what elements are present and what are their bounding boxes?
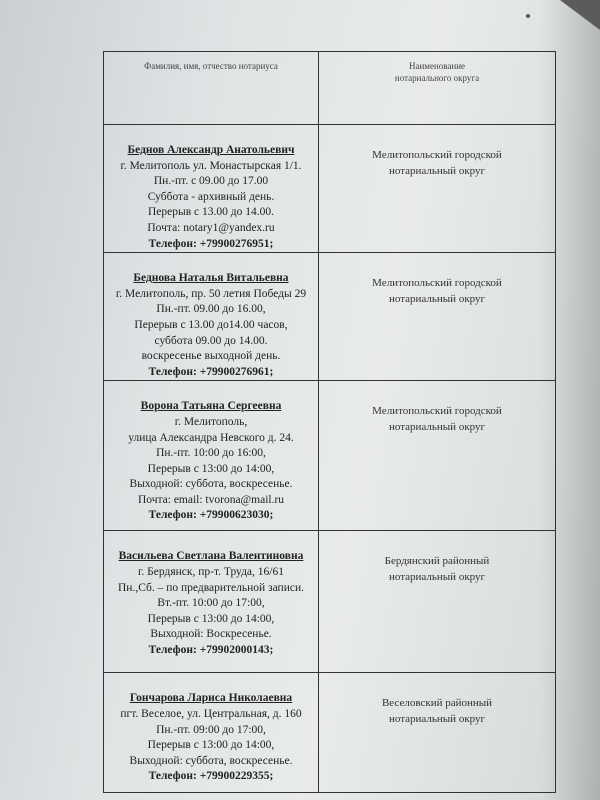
header-name-column: Фамилия, имя, отчество нотариуса xyxy=(104,52,319,125)
notary-info-cell: Гончарова Лариса Николаевна пгт. Веселое, ул. Центральная, д. 160 Пн.-пт. 09:00 до 17:00, Перерыв с 13:00 до 14:00, Выходной: суббота, воскресенье. Телефон: +79900229355; xyxy=(104,673,319,793)
background-corner xyxy=(560,0,600,30)
notary-name: Васильева Светлана Валентиновна xyxy=(118,550,304,563)
table-row xyxy=(104,531,556,673)
district-cell: Веселовский районный нотариальный округ xyxy=(319,673,556,793)
table-row xyxy=(104,673,556,793)
table-header-row xyxy=(104,52,556,125)
notary-phone: Телефон: +79900276951; xyxy=(148,237,274,250)
notary-info-cell: Беднов Александр Анатольевич г. Мелитополь ул. Монастырская 1/1. Пн.-пт. с 09.00 до 17.00 Суббота - архивный день. Перерыв с 13.00 до 14.00. Почта: notary1@yandex.ru Телефон: +79900276951; xyxy=(104,125,319,253)
notary-table xyxy=(103,51,556,793)
punch-mark xyxy=(526,14,530,18)
district-cell: Бердянский районный нотариальный округ xyxy=(319,531,556,673)
notary-phone: Телефон: +79900229355; xyxy=(148,770,274,783)
notary-info-cell: Ворона Татьяна Сергеевна г. Мелитополь, улица Александра Невского д. 24. Пн.-пт. 10:00 до 16:00, Перерыв с 13:00 до 14:00, Выходной: суббота, воскресенье. Почта: email: tvorona@mail.ru Телефон: +79900623030; xyxy=(104,381,319,531)
notary-name: Беднов Александр Анатольевич xyxy=(127,144,295,156)
district-cell: Мелитопольский городской нотариальный округ xyxy=(319,125,556,253)
notary-name: Ворона Татьяна Сергеевна xyxy=(140,400,282,413)
table-row xyxy=(104,125,556,253)
notary-phone: Телефон: +79900276961; xyxy=(148,365,274,378)
table-row xyxy=(104,253,556,381)
notary-phone: Телефон: +79900623030; xyxy=(148,509,274,522)
district-cell: Мелитопольский городской нотариальный округ xyxy=(319,253,556,381)
header-district-column: Наименование нотариального округа xyxy=(319,52,556,125)
notary-name: Беднова Наталья Витальевна xyxy=(133,272,289,285)
district-cell: Мелитопольский городской нотариальный округ xyxy=(319,381,556,531)
notary-info-cell: Беднова Наталья Витальевна г. Мелитополь, пр. 50 летия Победы 29 Пн.-пт. 09.00 до 16.00, Перерыв с 13.00 до14.00 часов, суббота 09.00 до 14.00. воскресенье выходной день. Телефон: +79900276961; xyxy=(104,253,319,381)
notary-phone: Телефон: +79902000143; xyxy=(148,643,274,656)
table-row xyxy=(104,381,556,531)
notary-name: Гончарова Лариса Николаевна xyxy=(129,692,293,705)
notary-info-cell: Васильева Светлана Валентиновна г. Бердянск, пр-т. Труда, 16/61 Пн.,Сб. – по предварительной записи. Вт.-пт. 10:00 до 17:00, Перерыв с 13:00 до 14:00, Выходной: Воскресенье. Телефон: +79902000143; xyxy=(104,531,319,673)
